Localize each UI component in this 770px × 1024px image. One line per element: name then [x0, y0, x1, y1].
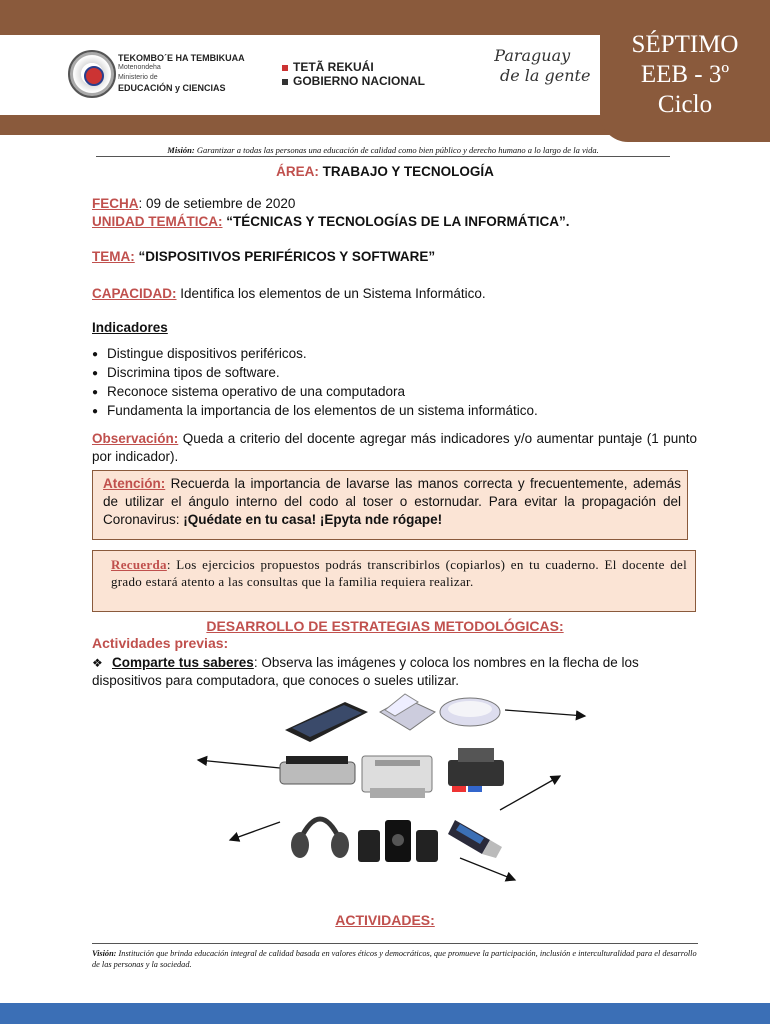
- area-label: ÁREA:: [276, 164, 319, 179]
- comparte-label: Comparte tus saberes: [112, 655, 254, 670]
- grade-line2: EEB - 3º: [640, 61, 730, 88]
- laser-printer-icon: [362, 756, 432, 798]
- capacidad-line: [92, 285, 486, 302]
- brand-logo: [474, 46, 590, 86]
- desarrollo-heading: [0, 618, 770, 634]
- ministry-label: Ministerio de: [118, 74, 158, 81]
- unidad-line: [92, 213, 570, 230]
- atencion-box: [92, 470, 688, 540]
- area-heading: [0, 164, 770, 179]
- recuerda-box: [92, 550, 696, 612]
- speakers-icon: [358, 820, 438, 862]
- ministry-name: TEKOMBO´E HA TEMBIKUAA: [118, 53, 245, 63]
- printer-icon: [280, 756, 355, 784]
- atencion-label: Atención:: [103, 476, 166, 491]
- ministry-logo: [118, 53, 245, 93]
- grade-badge: [600, 18, 770, 142]
- observacion-text: Queda a criterio del docente agregar más indicadores y/o aumentar puntaje (1 punto por indicador).: [92, 431, 697, 464]
- mission-statement: [96, 145, 670, 157]
- atencion-text: Recuerda la importancia de lavarse las manos correcta y frecuentemente, además de utilizar el ángulo interno del codo al toser o estornudar. Para evitar la propagación del Coronavirus:: [103, 476, 681, 527]
- actividades-previas-heading: [92, 635, 228, 651]
- scanner-icon: [380, 694, 435, 730]
- headphones-icon: [291, 819, 349, 858]
- indicadores-list: [92, 345, 538, 421]
- brand-line1: Paraguay: [494, 46, 571, 65]
- recuerda-label: Recuerda: [111, 557, 167, 572]
- tema-value: “DISPOSITIVOS PERIFÉRICOS Y SOFTWARE”: [138, 249, 436, 264]
- bottom-bar: [0, 1003, 770, 1024]
- arrow: [460, 858, 515, 880]
- recuerda-text: : Los ejercicios propuestos podrás transcribirlos (copiarlos) en tu cuaderno. El docente del grado estará atento a las consultas que la familia requiera realizar.: [111, 557, 687, 589]
- indicadores-title: Indicadores: [92, 320, 168, 335]
- unidad-value: “TÉCNICAS Y TECNOLOGÍAS DE LA INFORMÁTICA”.: [226, 214, 570, 229]
- unidad-label: UNIDAD TEMÁTICA:: [92, 214, 223, 229]
- atencion-emphasis: ¡Quédate en tu casa! ¡Epyta nde rógape!: [183, 512, 443, 527]
- tema-line: [92, 248, 435, 265]
- ministry-title: EDUCACIÓN y CIENCIAS: [118, 83, 226, 93]
- peripheral-devices-illustration: [190, 690, 610, 890]
- fecha-line: [92, 195, 295, 212]
- government-logo: [282, 60, 425, 88]
- gov-line1: TETÃ REKUÁI: [293, 60, 374, 74]
- tema-label: TEMA:: [92, 249, 135, 264]
- arrow: [198, 760, 280, 768]
- actividades-previas-label: Actividades previas:: [92, 635, 229, 651]
- usb-drive-icon: [448, 820, 502, 858]
- vision-statement: [92, 943, 698, 970]
- vision-text: Institución que brinda educación integral de calidad basada en valores éticos y democráticos, que promueve la participación, inclusión e interculturalidad para el desarrollo de las personas y la sociedad.: [92, 949, 697, 969]
- desarrollo-title: DESARROLLO DE ESTRATEGIAS METODOLÓGICAS:: [206, 618, 564, 634]
- capacidad-value: Identifica los elementos de un Sistema Informático.: [180, 286, 486, 301]
- national-seal-icon: [68, 50, 116, 98]
- laptop-icon: [285, 702, 368, 742]
- inkjet-printer-icon: [448, 748, 504, 792]
- capacidad-label: CAPACIDAD:: [92, 286, 177, 301]
- area-value: TRABAJO Y TECNOLOGÍA: [322, 164, 494, 179]
- header-stripe: [0, 115, 620, 135]
- actividades-heading: [0, 912, 770, 928]
- fecha-value: : 09 de setiembre de 2020: [138, 196, 296, 211]
- actividades-title: ACTIVIDADES:: [335, 912, 435, 928]
- comparte-paragraph: [92, 654, 697, 690]
- arrow: [505, 710, 585, 716]
- list-item: ● Discrimina tipos de software.: [92, 364, 538, 383]
- comparte-text: : Observa las imágenes y coloca los nombres en la flecha de los dispositivos para computadora, que conoces o sueles utilizar.: [92, 655, 639, 688]
- ministry-subname: Motenondeha: [118, 64, 161, 71]
- arrow: [230, 822, 280, 840]
- grade-line3: Ciclo: [657, 91, 713, 118]
- list-item: ● Reconoce sistema operativo de una computadora: [92, 383, 538, 402]
- vision-label: Visión:: [92, 949, 117, 958]
- brand-line2: de la gente: [500, 66, 591, 85]
- mission-text: Garantizar a todas las personas una educación de calidad como bien público y derecho humano a lo largo de la vida.: [196, 145, 599, 155]
- gov-line2: GOBIERNO NACIONAL: [293, 74, 425, 88]
- fecha-label: FECHA: [92, 196, 139, 211]
- observacion-label: Observación:: [92, 431, 179, 446]
- observacion-paragraph: [92, 430, 697, 466]
- mission-label: Misión:: [167, 145, 195, 155]
- list-item: ● Distingue dispositivos periféricos.: [92, 345, 538, 364]
- grade-line1: SÉPTIMO: [631, 31, 739, 58]
- arrow: [500, 776, 560, 810]
- diamond-bullet-icon: ❖: [92, 656, 103, 670]
- list-item: ● Fundamenta la importancia de los elementos de un sistema informático.: [92, 402, 538, 421]
- mouse-icon: [440, 698, 500, 726]
